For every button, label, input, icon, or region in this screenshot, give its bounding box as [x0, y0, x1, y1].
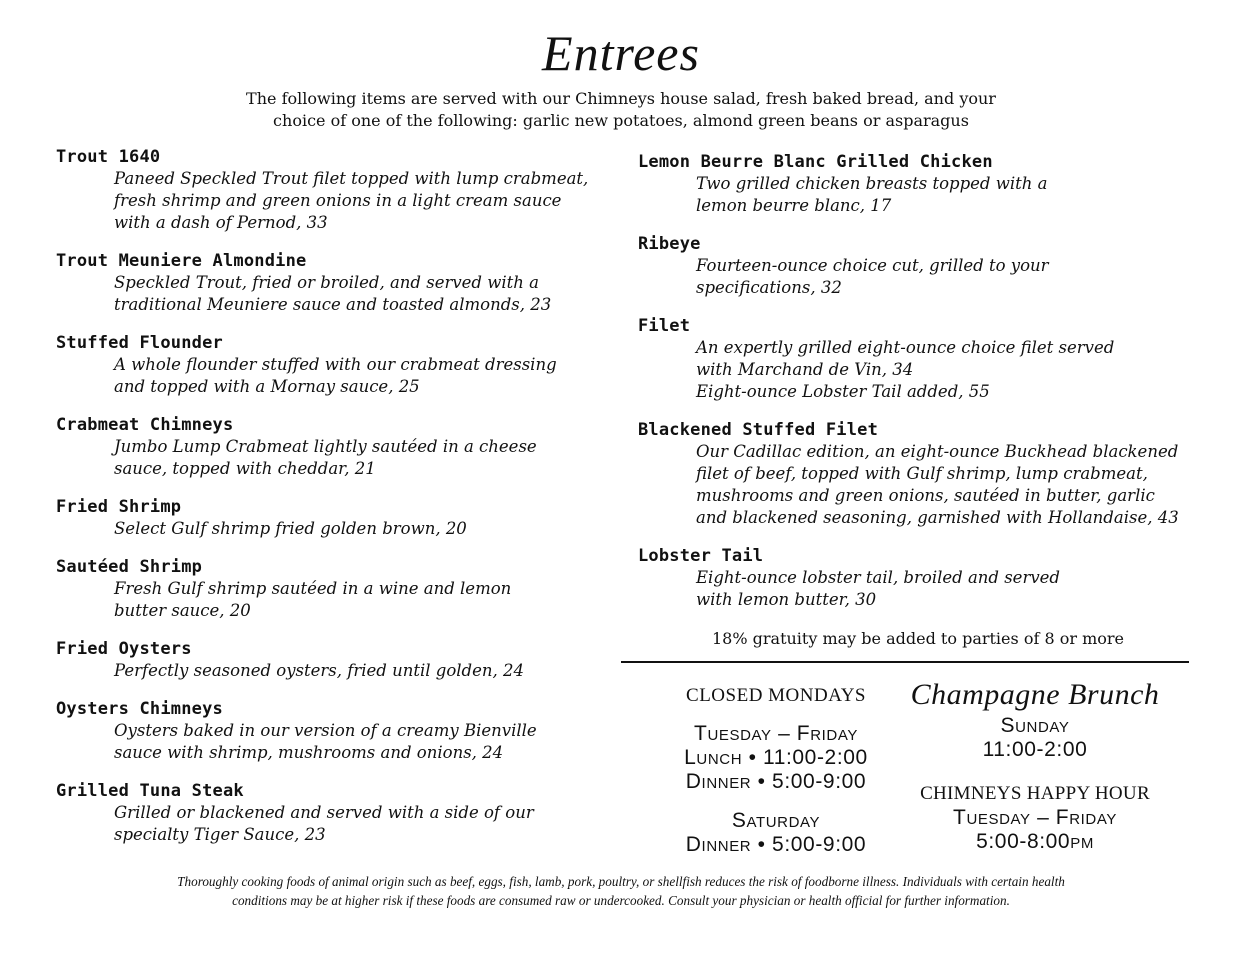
weekday-label: Tuesday – Friday [694, 722, 858, 745]
happy-hour-title: CHIMNEYS HAPPY HOUR [920, 783, 1150, 804]
item-description-line: fresh shrimp and green onions in a light cream sauce [114, 191, 562, 210]
happy-hour-time: 5:00-8:00pm [976, 830, 1094, 853]
item-description-line: with Marchand de Vin, 34 [696, 360, 914, 379]
item-description-line: sauce with shrimp, mushrooms and onions, 24 [114, 743, 504, 762]
item-description-line: An expertly grilled eight-ounce choice filet served [696, 338, 1115, 357]
item-name: Stuffed Flounder [56, 333, 223, 353]
right-menu-column [638, 151, 1198, 611]
item-name: Sautéed Shrimp [56, 557, 203, 577]
disclaimer-line: Thoroughly cooking foods of animal origin such as beef, eggs, fish, lamb, pork, poultry, or shellfish reduces the risk of foodborne illness. Individuals with certain health [177, 874, 1065, 889]
item-description-line: Perfectly seasoned oysters, fried until golden, 24 [114, 661, 524, 680]
item-description-line: and blackened seasoning, garnished with Hollandaise, 43 [696, 508, 1179, 527]
menu-item-crabmeat-chimneys [56, 414, 616, 480]
closed-mondays-label: CLOSED MONDAYS [686, 685, 866, 706]
brunch-time: 11:00-2:00 [982, 738, 1088, 761]
food-safety-disclaimer [0, 872, 1242, 910]
section-divider [621, 661, 1189, 663]
menu-item-fried-oysters [56, 638, 616, 682]
item-name: Ribeye [638, 234, 701, 254]
menu-item-grilled-tuna-steak [56, 780, 616, 846]
menu-item-trout-meuniere [56, 250, 616, 316]
item-description-line: traditional Meuniere sauce and toasted almonds, 23 [114, 295, 552, 314]
item-name: Lemon Beurre Blanc Grilled Chicken [638, 152, 993, 172]
item-description-line: Grilled or blackened and served with a side of our [114, 803, 534, 822]
menu-item-ribeye [638, 233, 1198, 299]
item-description-line: sauce, topped with cheddar, 21 [114, 459, 376, 478]
menu-item-blackened-stuffed-filet [638, 419, 1198, 529]
menu-item-fried-shrimp [56, 496, 616, 540]
item-description-line: specialty Tiger Sauce, 23 [114, 825, 326, 844]
item-description-line: Fresh Gulf shrimp sautéed in a wine and lemon [114, 579, 512, 598]
intro-line: The following items are served with our Chimneys house salad, fresh baked bread, and your [246, 89, 996, 108]
hours-block [640, 684, 912, 857]
menu-item-grilled-chicken [638, 151, 1198, 217]
item-description-line: Select Gulf shrimp fried golden brown, 20 [114, 519, 467, 538]
menu-item-oysters-chimneys [56, 698, 616, 764]
item-description-line: mushrooms and green onions, sautéed in butter, garlic [696, 486, 1155, 505]
item-description-line: lemon beurre blanc, 17 [696, 196, 892, 215]
item-description-line: Speckled Trout, fried or broiled, and served with a [114, 273, 539, 292]
page-title: Entrees [542, 25, 700, 81]
item-name: Trout Meuniere Almondine [56, 251, 307, 271]
lunch-hours: Lunch • 11:00-2:00 [684, 746, 868, 769]
item-name: Trout 1640 [56, 147, 161, 167]
disclaimer-line: conditions may be at higher risk if these foods are consumed raw or undercooked. Consult your physician or health official for further information. [232, 893, 1010, 908]
item-description-line: filet of beef, topped with Gulf shrimp, lump crabmeat, [696, 464, 1148, 483]
item-description-line: with a dash of Pernod, 33 [114, 213, 328, 232]
item-name: Grilled Tuna Steak [56, 781, 244, 801]
gratuity-note: 18% gratuity may be added to parties of 8 or more [711, 629, 1125, 648]
item-name: Filet [638, 316, 691, 336]
intro-text [0, 88, 1242, 132]
brunch-day: Sunday [1000, 714, 1070, 737]
item-description-line: Fourteen-ounce choice cut, grilled to your [696, 256, 1049, 275]
menu-item-stuffed-flounder [56, 332, 616, 398]
item-description-line: Two grilled chicken breasts topped with a [696, 174, 1048, 193]
item-name: Fried Oysters [56, 639, 192, 659]
item-description-line: Eight-ounce Lobster Tail added, 55 [696, 382, 990, 401]
item-name: Crabmeat Chimneys [56, 415, 234, 435]
item-description-line: A whole flounder stuffed with our crabmeat dressing [114, 355, 557, 374]
menu-item-lobster-tail [638, 545, 1198, 611]
item-name: Fried Shrimp [56, 497, 182, 517]
item-description-line: with lemon butter, 30 [696, 590, 877, 609]
saturday-dinner-hours: Dinner • 5:00-9:00 [685, 833, 867, 856]
item-description-line: butter sauce, 20 [114, 601, 251, 620]
menu-item-sauteed-shrimp [56, 556, 616, 622]
menu-item-trout-1640 [56, 146, 616, 234]
item-description-line: specifications, 32 [696, 278, 842, 297]
brunch-block [906, 676, 1164, 854]
item-description-line: Jumbo Lump Crabmeat lightly sautéed in a cheese [114, 437, 537, 456]
intro-line: choice of one of the following: garlic new potatoes, almond green beans or asparagus [273, 111, 969, 130]
item-name: Lobster Tail [638, 546, 764, 566]
item-description-line: Eight-ounce lobster tail, broiled and served [696, 568, 1060, 587]
saturday-label: Saturday [731, 809, 821, 832]
item-description-line: Our Cadillac edition, an eight-ounce Buckhead blackened [696, 442, 1179, 461]
item-name: Oysters Chimneys [56, 699, 223, 719]
item-description-line: Paneed Speckled Trout filet topped with lump crabmeat, [114, 169, 589, 188]
happy-hour-days: Tuesday – Friday [953, 806, 1117, 829]
item-name: Blackened Stuffed Filet [638, 420, 879, 440]
item-description-line: and topped with a Mornay sauce, 25 [114, 377, 420, 396]
champagne-brunch-title: Champagne Brunch [910, 678, 1160, 711]
dinner-hours: Dinner • 5:00-9:00 [685, 770, 867, 793]
menu-item-filet [638, 315, 1198, 403]
item-description-line: Oysters baked in our version of a creamy Bienville [114, 721, 537, 740]
left-menu-column [56, 146, 616, 846]
